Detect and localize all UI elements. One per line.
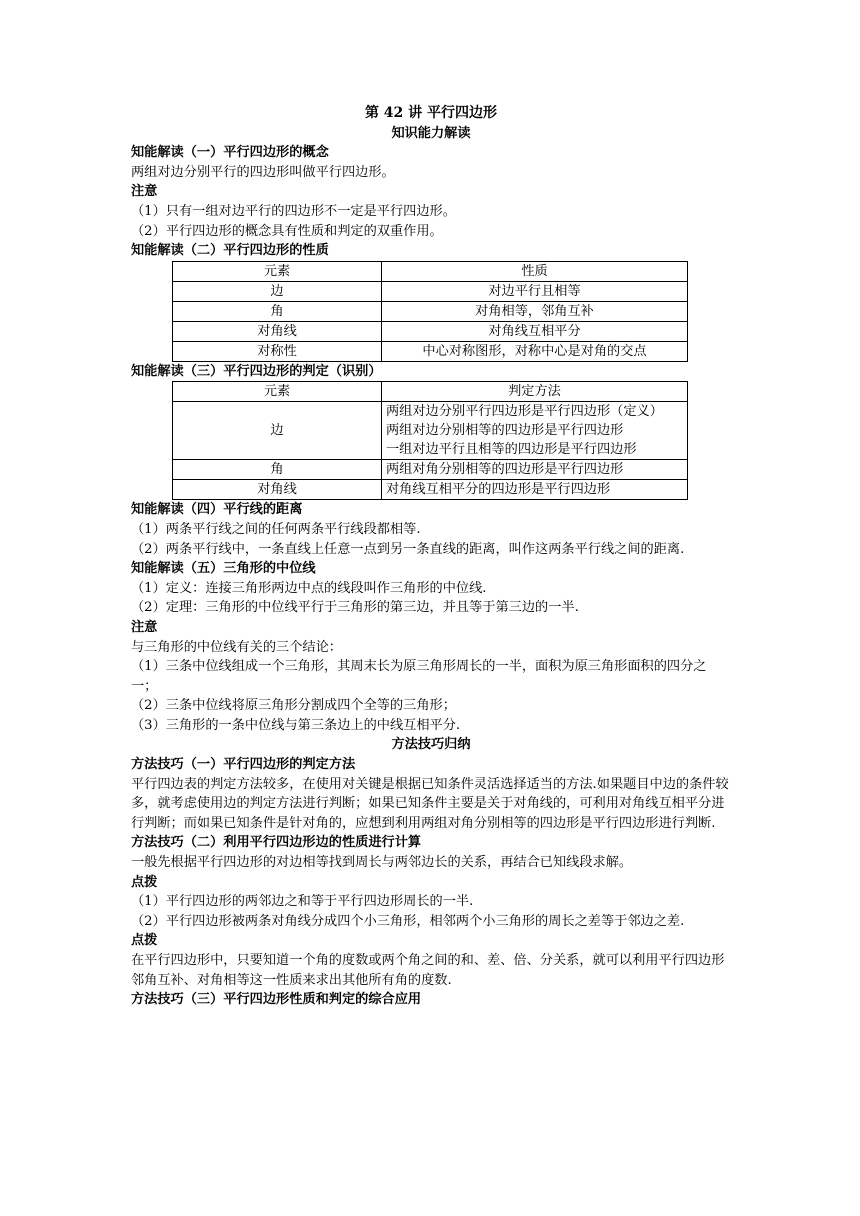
criteria-line: 两组对边分别相等的四边形是平行四边形	[386, 423, 624, 439]
list-item: （2）两条平行线中，一条直线上任意一点到另一条直线的距离，叫作这两条平行线之间的距离.	[131, 541, 685, 557]
note-label: 注意	[131, 184, 158, 200]
table-cell-multiline	[382, 402, 688, 460]
table-row	[173, 402, 688, 460]
note-item: （1）只有一组对边平行的四边形不一定是平行四边形。	[131, 203, 456, 219]
list-item: （1）定义：连接三角形两边中点的线段叫作三角形的中位线.	[131, 580, 487, 596]
table-row	[173, 480, 688, 500]
table-cell: 边	[173, 281, 382, 301]
heading-concept: 知能解读（一）平行四边形的概念	[131, 145, 329, 161]
note-item: （2）三条中位线将原三角形分割成四个全等的三角形；	[131, 698, 456, 714]
table-cell: 对角线	[173, 321, 382, 341]
table-cell: 对角线	[173, 480, 382, 500]
document-page	[131, 104, 731, 1010]
table-row	[173, 281, 688, 301]
table-cell: 角	[173, 460, 382, 480]
heading-criteria: 知能解读（三）平行四边形的判定（识别）	[131, 363, 382, 379]
heading-method-2: 方法技巧（二）利用平行四边形边的性质进行计算	[131, 835, 422, 851]
paragraph: 在平行四边形中，只要知道一个角的度数或两个角之间的和、差、倍、分关系，就可以利用平行四边形邻角互补、对角相等这一性质来求出其他所有角的度数.	[131, 953, 725, 988]
note-item: （2）平行四边形的概念具有性质和判定的双重作用。	[131, 223, 443, 239]
page-title: 第 42 讲 平行四边形	[364, 105, 498, 121]
paragraph: 与三角形的中位线有关的三个结论：	[131, 639, 342, 655]
tip-item: （2）平行四边形被两条对角线分成四个小三角形，相邻两个小三角形的周长之差等于邻边之差.	[131, 913, 685, 929]
section-subtitle: 方法技巧归纳	[391, 737, 471, 753]
tip-label: 点拨	[131, 874, 158, 890]
table-row	[173, 460, 688, 480]
list-item: （2）定理：三角形的中位线平行于三角形的第三边，并且等于第三边的一半.	[131, 600, 579, 616]
paragraph: 两组对边分别平行的四边形叫做平行四边形。	[131, 164, 395, 180]
table-header-row	[173, 382, 688, 402]
section-subtitle: 知识能力解读	[391, 125, 471, 141]
table-cell: 边	[173, 402, 382, 460]
table-header-cell: 元素	[173, 261, 382, 281]
table-row	[173, 301, 688, 321]
table-header-cell: 性质	[382, 261, 688, 281]
note-item: （1）三条中位线组成一个三角形，其周末长为原三角形周长的一半，面积为原三角形面积的四分之一；	[131, 659, 707, 694]
list-item: （1）两条平行线之间的任何两条平行线段都相等.	[131, 521, 421, 537]
heading-method-3: 方法技巧（三）平行四边形性质和判定的综合应用	[131, 992, 422, 1008]
table-row	[173, 341, 688, 361]
table-header-row	[173, 261, 688, 281]
table-cell: 对称性	[173, 341, 382, 361]
heading-method-1: 方法技巧（一）平行四边形的判定方法	[131, 757, 356, 773]
heading-midline: 知能解读（五）三角形的中位线	[131, 561, 316, 577]
note-label: 注意	[131, 619, 158, 635]
heading-distance: 知能解读（四）平行线的距离	[131, 502, 303, 518]
table-header-cell: 元素	[173, 382, 382, 402]
table-cell: 对边平行且相等	[382, 281, 688, 301]
paragraph: 平行四边表的判定方法较多，在使用对关键是根据已知条件灵活选择适当的方法.如果题目中边的条件较多，就考虑使用边的判定方法进行判断；如果已知条件主要是关于对角线的，可利用对角线互相平分进行判断；而如果已知条件是针对角的，应想到利用两组对角分别相等的四边形是平行四边形进行判断.	[131, 776, 729, 831]
table-cell: 角	[173, 301, 382, 321]
heading-properties: 知能解读（二）平行四边形的性质	[131, 243, 329, 259]
table-cell: 对角相等，邻角互补	[382, 301, 688, 321]
table-cell: 对角线互相平分	[382, 321, 688, 341]
criteria-table	[172, 381, 688, 500]
properties-table	[172, 261, 688, 362]
table-header-cell: 判定方法	[382, 382, 688, 402]
table-cell: 对角线互相平分的四边形是平行四边形	[382, 480, 688, 500]
table-cell: 两组对角分别相等的四边形是平行四边形	[382, 460, 688, 480]
criteria-line: 两组对边分别平行四边形是平行四边形（定义）	[386, 404, 663, 420]
tip-label: 点拨	[131, 933, 158, 949]
note-item: （3）三角形的一条中位线与第三条边上的中线互相平分.	[131, 717, 461, 733]
paragraph: 一般先根据平行四边形的对边相等找到周长与两邻边长的关系，再结合已知线段求解。	[131, 855, 633, 871]
table-row	[173, 321, 688, 341]
criteria-line: 一组对边平行且相等的四边形是平行四边形	[386, 442, 637, 458]
table-cell: 中心对称图形，对称中心是对角的交点	[382, 341, 688, 361]
tip-item: （1）平行四边形的两邻边之和等于平行四边形周长的一半.	[131, 894, 474, 910]
